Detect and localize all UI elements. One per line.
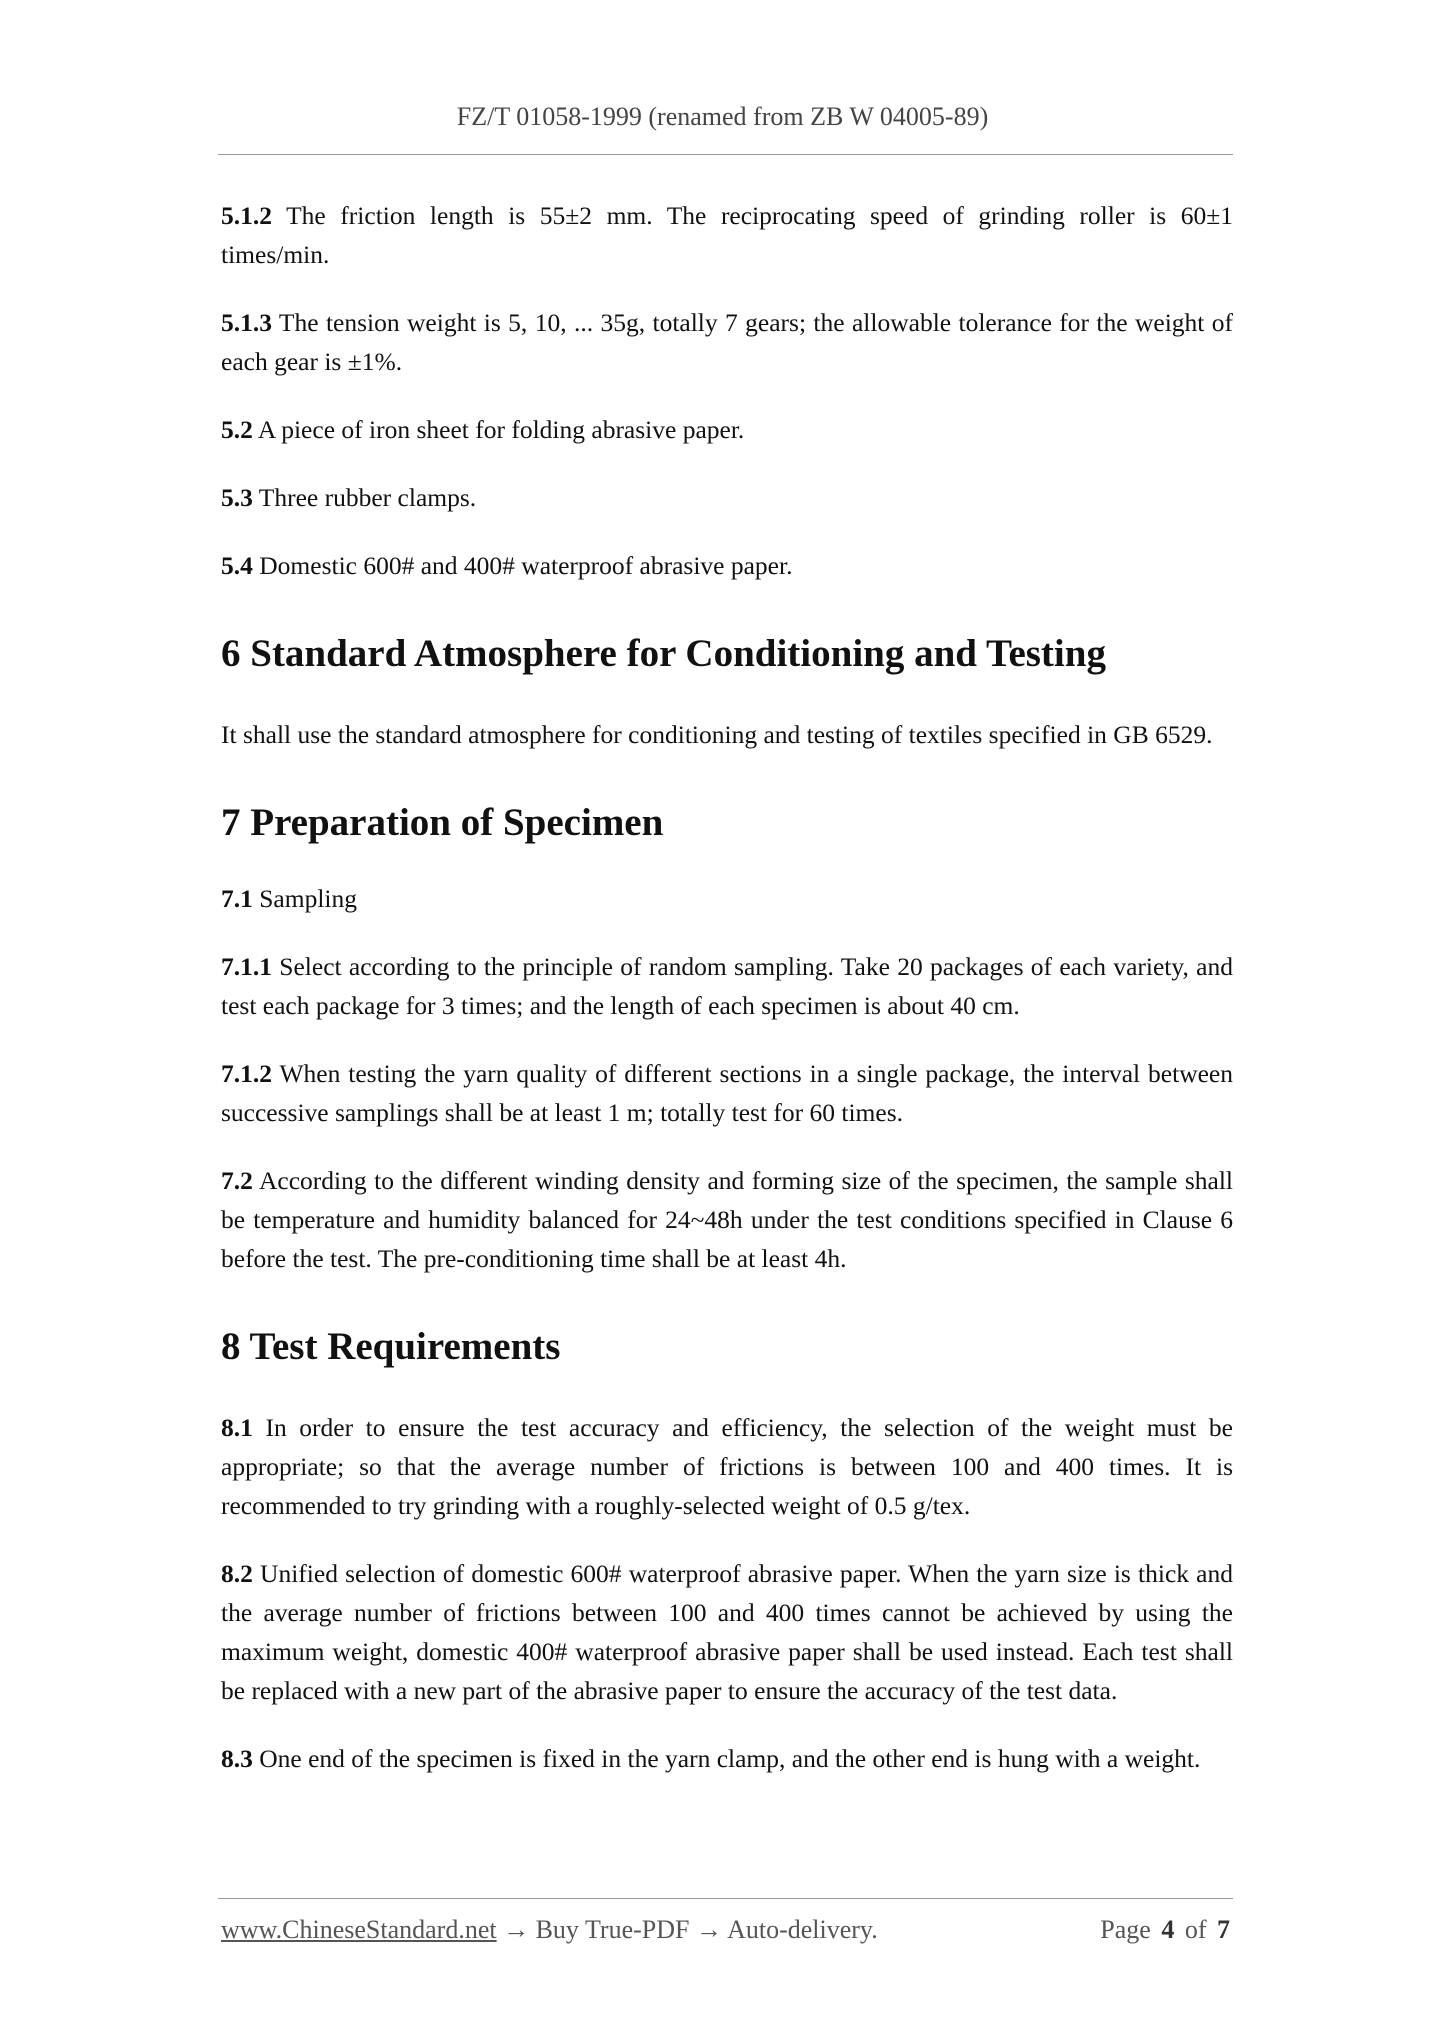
header-divider (218, 154, 1233, 155)
clause-8-3 (221, 1739, 1233, 1778)
page-total: 7 (1217, 1915, 1230, 1944)
arrow-right-icon: → (496, 1915, 536, 1944)
clause-5-1-3 (221, 303, 1233, 381)
clause-8-2 (221, 1554, 1233, 1710)
arrow-right-icon: → (689, 1915, 728, 1944)
delivery-text: Auto-delivery. (727, 1915, 878, 1944)
clause-5-2 (221, 410, 1233, 449)
clause-text: Three rubber clamps. (252, 483, 477, 512)
of-label: of (1184, 1915, 1207, 1944)
clause-text: Unified selection of domestic 600# waterproof abrasive paper. When the yarn size is thick and the average number of frictions between 100 and 400 times cannot be achieved by using the maximum weight, domestic 400# waterproof abrasive paper shall be used instead. Each test shall be replaced with a new part of the abrasive paper to ensure the accuracy of the test data. (221, 1559, 1233, 1705)
page-content (221, 196, 1233, 1807)
clause-number: 7.1.1 (221, 952, 272, 981)
clause-text: The tension weight is 5, 10, ... 35g, totally 7 gears; the allowable tolerance for the weight of each gear is ±1%. (221, 308, 1233, 376)
clause-number: 8.3 (221, 1744, 253, 1773)
clause-5-3 (221, 478, 1233, 517)
clause-number: 7.1 (221, 884, 253, 913)
clause-number: 5.3 (221, 483, 253, 512)
clause-8-1 (221, 1408, 1233, 1525)
clause-5-1-2 (221, 196, 1233, 274)
clause-number: 5.2 (221, 415, 253, 444)
clause-6-body: It shall use the standard atmosphere for conditioning and testing of textiles specified in GB 6529. (221, 720, 1213, 749)
section-7-heading: 7 Preparation of Specimen (221, 801, 664, 844)
clause-text: According to the different winding density and forming size of the specimen, the sample shall be temperature and humidity balanced for 24~48h under the test conditions specified in Clause 6 before the test. The pre-conditioning time shall be at least 4h. (221, 1166, 1233, 1273)
clause-number: 5.1.2 (221, 201, 272, 230)
clause-7-1 (221, 879, 1233, 918)
clause-text: A piece of iron sheet for folding abrasive paper. (252, 415, 745, 444)
clause-number: 7.1.2 (221, 1059, 272, 1088)
page-number (1100, 1915, 1230, 1945)
clause-text: In order to ensure the test accuracy and efficiency, the selection of the weight must be appropriate; so that the average number of frictions is between 100 and 400 times. It is recommended to try grinding with a roughly-selected weight of 0.5 g/tex. (221, 1413, 1233, 1520)
clause-number: 8.1 (221, 1413, 253, 1442)
buy-text: Buy True-PDF (535, 1915, 690, 1944)
document-header: FZ/T 01058-1999 (renamed from ZB W 04005-89) (456, 102, 989, 131)
clause-5-4 (221, 546, 1233, 585)
clause-text: Domestic 600# and 400# waterproof abrasive paper. (252, 551, 793, 580)
clause-text: Select according to the principle of random sampling. Take 20 packages of each variety, and test each package for 3 times; and the length of each specimen is about 40 cm. (221, 952, 1233, 1020)
section-6-heading: 6 Standard Atmosphere for Conditioning and Testing (221, 632, 1106, 675)
footer-promo (221, 1915, 878, 1945)
website-link[interactable]: www.ChineseStandard.net (221, 1915, 497, 1944)
section-8-heading: 8 Test Requirements (221, 1325, 561, 1368)
page-label: Page (1100, 1915, 1151, 1944)
clause-text: Sampling (252, 884, 358, 913)
clause-number: 5.4 (221, 551, 253, 580)
clause-number: 5.1.3 (221, 308, 272, 337)
clause-7-1-2 (221, 1054, 1233, 1132)
footer-divider (218, 1898, 1233, 1899)
clause-7-2 (221, 1161, 1233, 1278)
clause-number: 8.2 (221, 1559, 253, 1588)
clause-text: The friction length is 55±2 mm. The reciprocating speed of grinding roller is 60±1 times/min. (221, 201, 1233, 269)
clause-text: When testing the yarn quality of different sections in a single package, the interval between successive samplings shall be at least 1 m; totally test for 60 times. (221, 1059, 1233, 1127)
clause-7-1-1 (221, 947, 1233, 1025)
clause-text: One end of the specimen is fixed in the yarn clamp, and the other end is hung with a weight. (252, 1744, 1201, 1773)
page-current: 4 (1161, 1915, 1175, 1944)
clause-number: 7.2 (221, 1166, 253, 1195)
